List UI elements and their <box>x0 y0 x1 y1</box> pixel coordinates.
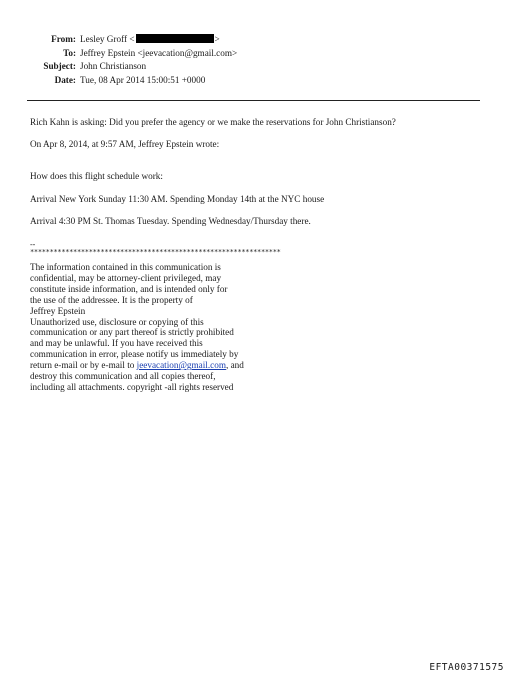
notice-line: constitute inside information, and is intended only for <box>30 283 228 294</box>
from-label: From: <box>51 34 76 44</box>
date-row <box>0 74 300 88</box>
notice-line: including all attachments. copyright -all rights reserved <box>30 381 234 392</box>
notice-line: communication or any part thereof is strictly prohibited <box>30 327 234 338</box>
quote-intro: On Apr 8, 2014, at 9:57 AM, Jeffrey Epstein wrote: <box>30 139 220 149</box>
notice-line: communication in error, please notify us immediately by <box>30 349 239 360</box>
date-value: Tue, 08 Apr 2014 15:00:51 +0000 <box>80 74 206 85</box>
email-header <box>0 33 300 87</box>
signature-separator: -- <box>30 240 36 249</box>
quoted-line-3: Arrival 4:30 PM St. Thomas Tuesday. Spending Wednesday/Thursday there. <box>30 216 311 226</box>
to-label: To: <box>63 47 76 58</box>
notice-line: destroy this communication and all copies thereof, <box>30 371 216 382</box>
return-suffix: , and <box>225 360 244 371</box>
notice-line: the use of the addressee. It is the property of <box>30 294 193 305</box>
email-link[interactable]: jeevacation@gmail.com <box>136 360 226 371</box>
from-suffix: > <box>214 34 220 44</box>
to-value: Jeffrey Epstein <jeevacation@gmail.com> <box>80 47 238 58</box>
subject-label: Subject: <box>43 61 76 71</box>
body-line-1: Rich Kahn is asking: Did you prefer the agency or we make the reservations for John Christianson? <box>30 117 396 127</box>
subject-value: John Christianson <box>80 61 147 71</box>
from-value <box>80 33 220 47</box>
date-label: Date: <box>54 74 76 85</box>
to-row <box>0 47 300 61</box>
notice-line-return <box>30 360 244 371</box>
quoted-line-2: Arrival New York Sunday 11:30 AM. Spending Monday 14th at the NYC house <box>30 194 325 204</box>
stars-divider: **************************************************************** <box>30 248 281 256</box>
notice-line: confidential, may be attorney-client privileged, may <box>30 272 222 283</box>
document-id: EFTA00371575 <box>429 662 504 673</box>
notice-line: Unauthorized use, disclosure or copying of this <box>30 316 204 327</box>
header-divider <box>27 100 480 101</box>
return-prefix: return e-mail or by e-mail to <box>30 360 137 371</box>
notice-line: and may be unlawful. If you have received this <box>30 338 203 349</box>
redaction-bar <box>136 34 214 43</box>
quoted-line-1: How does this flight schedule work: <box>30 171 163 181</box>
notice-line: The information contained in this communication is <box>30 262 221 272</box>
from-name: Lesley Groff < <box>80 34 135 44</box>
confidentiality-notice <box>30 262 244 393</box>
subject-row <box>0 60 300 74</box>
notice-line: Jeffrey Epstein <box>30 305 86 316</box>
from-row <box>0 33 300 47</box>
